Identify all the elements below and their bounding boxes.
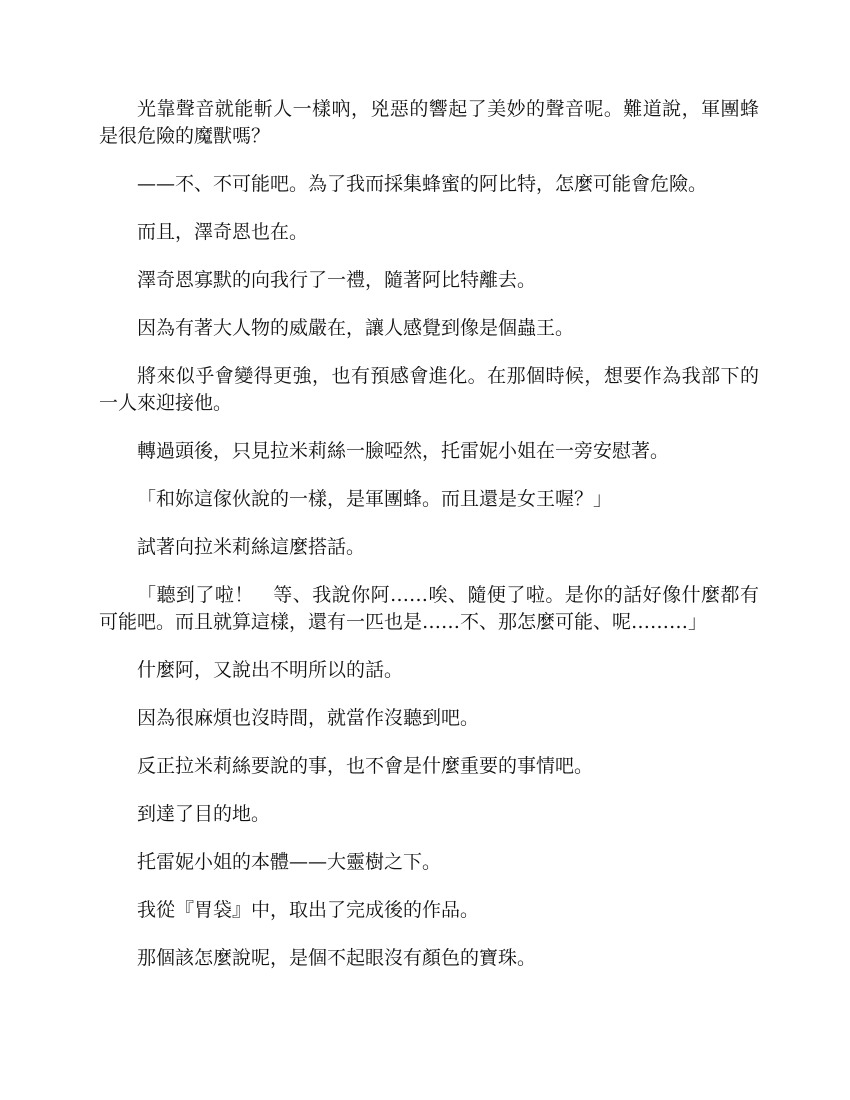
paragraph-13: 反正拉米莉絲要說的事，也不會是什麼重要的事情吧。	[137, 755, 594, 777]
paragraph-14: 到達了目的地。	[137, 803, 271, 825]
paragraph-5: 因為有著大人物的威嚴在，讓人感覺到像是個蟲王。	[137, 317, 575, 339]
paragraph-12: 因為很麻煩也沒時間，就當作沒聽到吧。	[137, 707, 480, 729]
paragraph-7: 轉過頭後，只見拉米莉絲一臉啞然，托雷妮小姐在一旁安慰著。	[137, 440, 670, 462]
text-body	[99, 96, 759, 993]
paragraph-11: 什麼阿，又說出不明所以的話。	[137, 659, 404, 681]
paragraph-2: ——不、不可能吧。為了我而採集蜂蜜的阿比特，怎麼可能會危險。	[137, 173, 708, 195]
paragraph-4: 澤奇恩寡默的向我行了一禮，隨著阿比特離去。	[137, 269, 537, 291]
paragraph-17: 那個該怎麼說呢，是個不起眼沒有顏色的寶珠。	[137, 947, 537, 969]
paragraph-15: 托雷妮小姐的本體——大靈樹之下。	[137, 851, 442, 873]
paragraph-8: 「和妳這傢伙說的一樣，是軍團蜂。而且還是女王喔？」	[137, 488, 613, 510]
paragraph-1: 光靠聲音就能斬人一樣吶，兇惡的響起了美妙的聲音呢。難道說，軍團蜂是很危險的魔獸嗎？	[99, 98, 759, 147]
paragraph-16: 我從『胃袋』中，取出了完成後的作品。	[137, 899, 480, 921]
paragraph-3: 而且，澤奇恩也在。	[137, 221, 309, 243]
paragraph-6: 將來似乎會變得更強，也有預感會進化。在那個時候，想要作為我部下的一人來迎接他。	[99, 365, 759, 414]
paragraph-9: 試著向拉米莉絲這麼搭話。	[137, 536, 366, 558]
paragraph-10: 「聽到了啦！ 等、我說你阿……唉、隨便了啦。是你的話好像什麼都有可能吧。而且就算這樣，還有一匹也是……不、那怎麼可能、呢………」	[99, 584, 759, 633]
